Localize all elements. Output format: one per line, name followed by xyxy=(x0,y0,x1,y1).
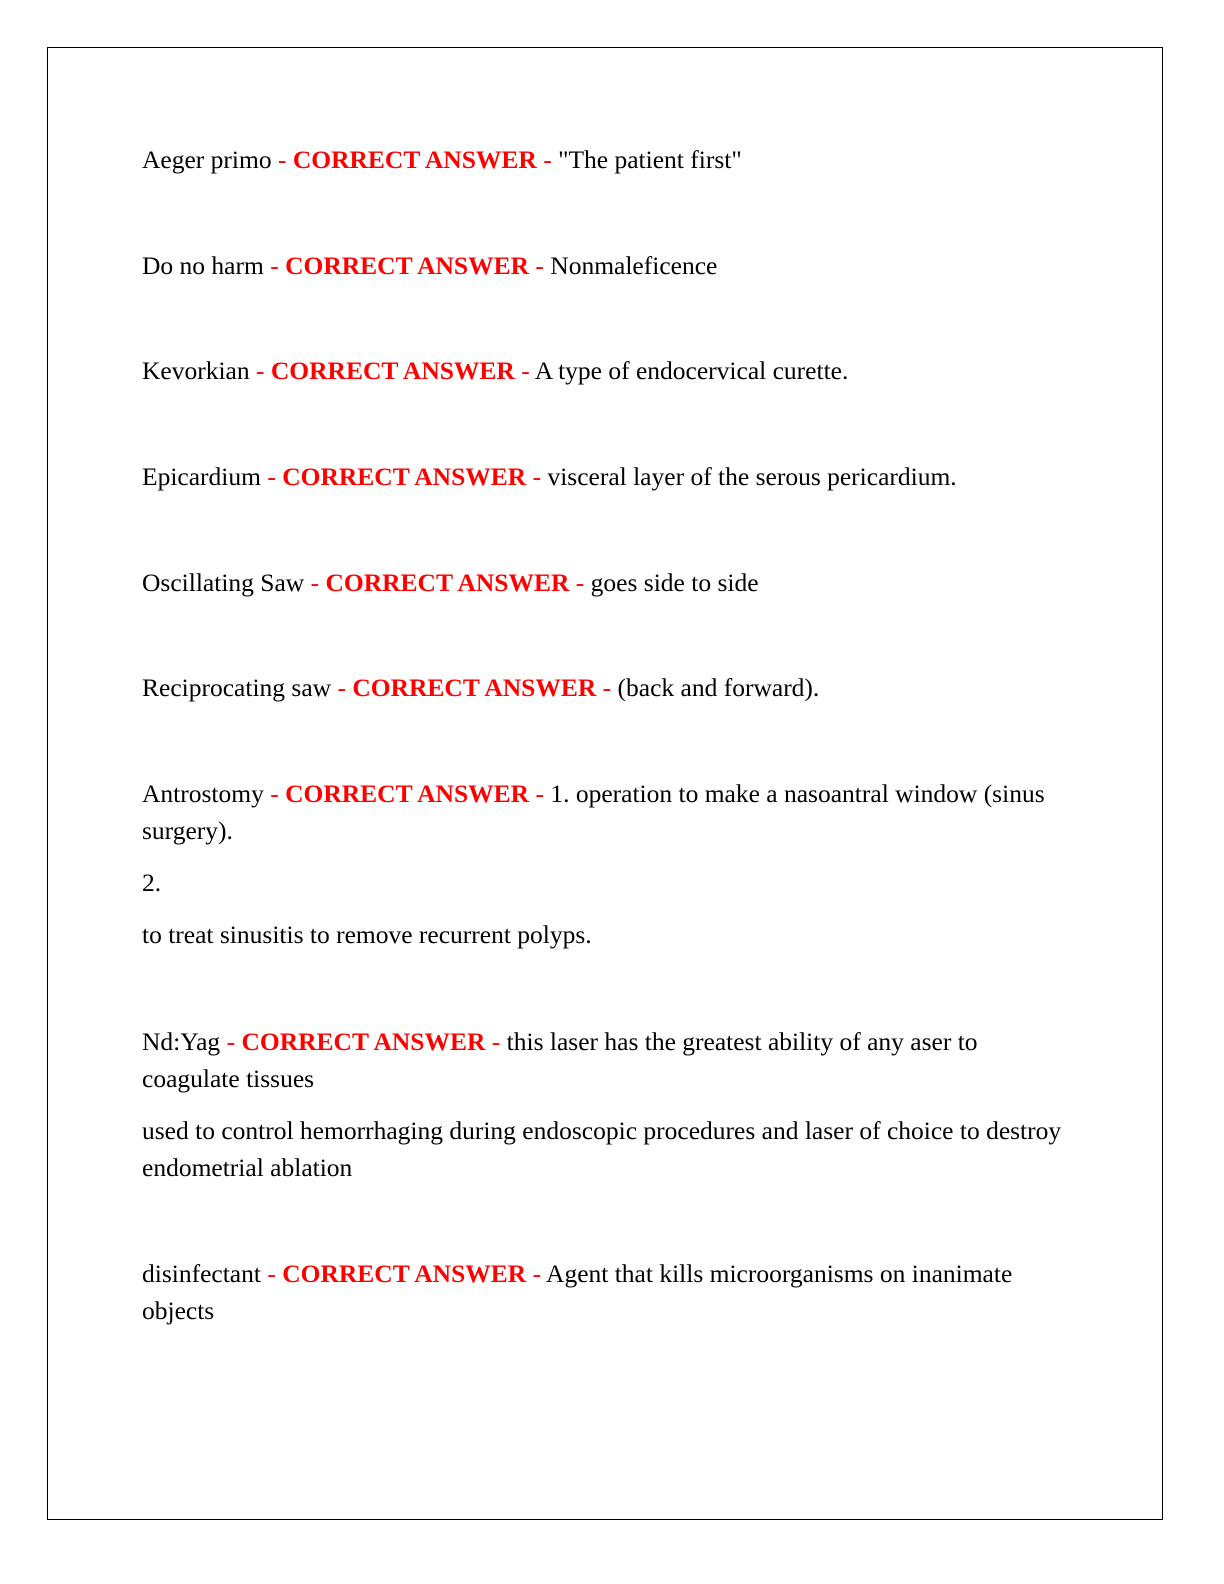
separator: - xyxy=(267,462,276,491)
correct-answer-label: CORRECT ANSWER xyxy=(325,568,570,597)
term: Reciprocating saw xyxy=(142,673,332,702)
answer-text: (back and forward). xyxy=(617,673,820,702)
separator: - xyxy=(532,1259,542,1288)
qa-entry xyxy=(142,669,1072,706)
answer-text: 1. operation to make a nasoantral window (sinus surgery). xyxy=(142,779,1045,845)
answer-continuation: to treat sinusitis to remove recurrent polyps. xyxy=(142,920,592,949)
correct-answer-label: CORRECT ANSWER xyxy=(352,673,597,702)
separator: - xyxy=(535,251,544,280)
correct-answer-label: CORRECT ANSWER xyxy=(285,779,530,808)
qa-entry xyxy=(142,1255,1072,1329)
separator: - xyxy=(256,356,265,385)
term: Aeger primo xyxy=(142,145,272,174)
qa-line xyxy=(142,1023,1072,1097)
term: Antrostomy xyxy=(142,779,264,808)
separator: - xyxy=(602,673,612,702)
term: Do no harm xyxy=(142,251,264,280)
answer-text: visceral layer of the serous pericardium. xyxy=(547,462,957,491)
term: Nd:Yag xyxy=(142,1027,221,1056)
qa-entry xyxy=(142,564,1072,601)
correct-answer-label: CORRECT ANSWER xyxy=(241,1027,486,1056)
qa-entry xyxy=(142,458,1072,495)
separator: - xyxy=(532,462,542,491)
correct-answer-label: CORRECT ANSWER xyxy=(282,1259,527,1288)
qa-line xyxy=(142,141,1072,178)
answer-text: Nonmaleficence xyxy=(550,251,718,280)
correct-answer-label: CORRECT ANSWER xyxy=(282,462,527,491)
separator: - xyxy=(543,145,552,174)
qa-entry xyxy=(142,352,1072,389)
qa-line xyxy=(142,564,1072,601)
correct-answer-label: CORRECT ANSWER xyxy=(292,145,537,174)
term: Kevorkian xyxy=(142,356,250,385)
separator: - xyxy=(226,1027,236,1056)
separator: - xyxy=(491,1027,501,1056)
qa-entry xyxy=(142,141,1072,178)
term: Epicardium xyxy=(142,462,261,491)
term: Oscillating Saw xyxy=(142,568,305,597)
answer-continuation: used to control hemorrhaging during endoscopic procedures and laser of choice to destroy endometrial ablation xyxy=(142,1116,1062,1182)
answer-text: goes side to side xyxy=(590,568,759,597)
separator: - xyxy=(310,568,320,597)
answer-text: Agent that kills microorganisms on inanimate objects xyxy=(142,1259,1013,1325)
qa-line xyxy=(142,458,1072,495)
separator: - xyxy=(521,356,530,385)
qa-entry xyxy=(142,1023,1072,1186)
qa-line xyxy=(142,1255,1072,1329)
separator: - xyxy=(277,145,287,174)
answer-text: this laser has the greatest ability of any aser to coagulate tissues xyxy=(142,1027,978,1093)
qa-line xyxy=(142,775,1072,849)
correct-answer-label: CORRECT ANSWER xyxy=(285,251,530,280)
separator: - xyxy=(270,251,279,280)
qa-entry xyxy=(142,247,1072,284)
answer-continuation: 2. xyxy=(142,868,162,897)
separator: - xyxy=(267,1259,276,1288)
answer-text: A type of endocervical curette. xyxy=(534,356,849,385)
correct-answer-label: CORRECT ANSWER xyxy=(270,356,515,385)
separator: - xyxy=(270,779,279,808)
separator: - xyxy=(337,673,346,702)
answer-text: "The patient first" xyxy=(558,145,742,174)
qa-line xyxy=(142,247,1072,284)
separator: - xyxy=(535,779,544,808)
qa-line xyxy=(142,669,1072,706)
separator: - xyxy=(575,568,585,597)
qa-entry xyxy=(142,775,1072,953)
qa-line xyxy=(142,352,1072,389)
term: disinfectant xyxy=(142,1259,261,1288)
